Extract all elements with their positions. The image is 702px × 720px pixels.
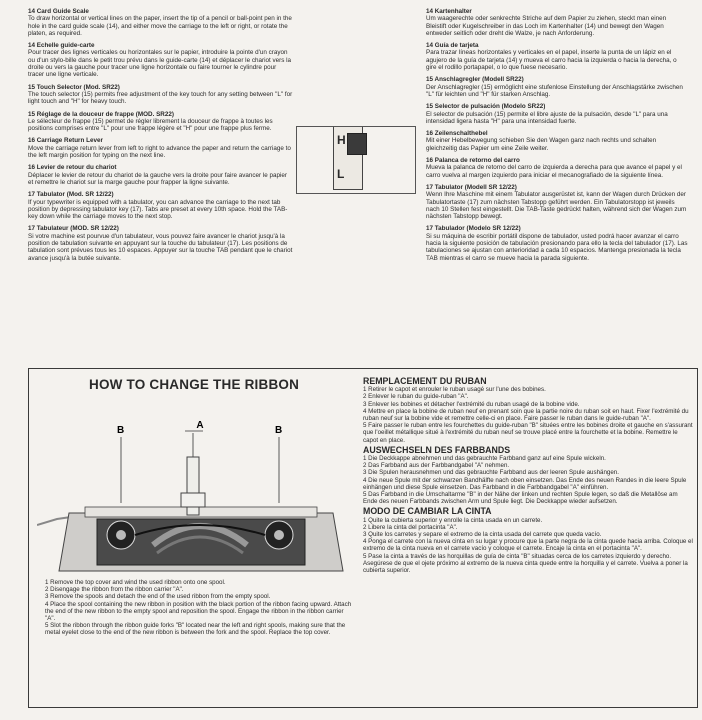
- right-section-heading: 15 Anschlagregler (Modell SR22): [426, 76, 524, 84]
- left-section: [28, 137, 293, 159]
- right-section-text: Para trazar líneas horizontales y verticales en el papel, inserte la punta de un lápiz en el agujero de la guía de tarjeta (14) y mueva el carro hacia la izquierda o hacia la derecha, o gire el rodillo portapapel, o lo que fuese necesario.: [426, 49, 677, 72]
- translation-heading: MODO DE CAMBIAR LA CINTA: [363, 506, 492, 517]
- label-b-right: B: [275, 425, 283, 436]
- right-section-text: Der Anschlagregler (15) ermöglicht eine stufenlose Einstellung der Anschlagstärke zwischen "L" für leichten und "H" für starken Anschlag.: [426, 83, 683, 98]
- translation-step: 2 Libere la cinta del portacinta "A".: [363, 523, 458, 531]
- left-section-text: To draw horizontal or vertical lines on the paper, insert the tip of a pencil or ball-point pen in the hole in the card guide scale (14), and either move the carriage to the left or right, or rotate the platen, as required.: [28, 15, 292, 37]
- selector-label-h: H: [337, 133, 346, 147]
- left-section: [28, 84, 293, 106]
- translation-step: 1 Die Deckkappe abnehmen und das gebrauchte Farbband ganz auf eine Spule wickeln.: [363, 455, 606, 463]
- left-spool-hub: [116, 530, 126, 540]
- left-section-text: Pour tracer des lignes verticales ou horizontales sur le papier, introduire la pointe d'un crayon ou d'un stylo-bille dans le petit trou prévu dans le guide-carte (14) et déplacer le chariot vers la droite ou vers la gauche pour tracer une ligne horizontale ou faire tourner le cylindre pour tracer une ligne verticale.: [28, 49, 292, 79]
- translation-step: 4 Mettre en place la bobine de ruban neuf en prenant soin que la partie noire du ruban soit en haut. Fixer l'extrémité du ruban neuf sur la bobine vide et remettre celle-ci en place. Faire passer le ruban dans le guide-ruban "A".: [363, 407, 689, 423]
- right-section: [426, 103, 688, 125]
- left-instructions: [28, 8, 293, 267]
- left-section: [28, 8, 293, 37]
- left-section-text: Déplacer le levier de retour du chariot de la gauche vers la droite pour faire avancer le papier et remettre le chariot sur la marge gauche pour frapper la ligne suivante.: [28, 171, 288, 186]
- right-section-heading: 14 Guía de tarjeta: [426, 42, 479, 50]
- ribbon-carrier-head: [181, 493, 205, 507]
- right-section: [426, 130, 688, 152]
- left-section-heading: 16 Carriage Return Lever: [28, 137, 103, 145]
- right-section: [426, 184, 688, 220]
- right-section: [426, 76, 688, 98]
- left-section: [28, 225, 293, 261]
- left-section-heading: 16 Levier de retour du chariot: [28, 164, 117, 172]
- left-section: [28, 42, 293, 78]
- right-section: [426, 225, 688, 261]
- touch-selector-figure: [296, 126, 416, 194]
- right-spool-hub: [274, 530, 284, 540]
- translation-step: 5 Das Farbband in die Umschaltarme "B" in der Nähe der linken und rechten Spule legen, so daß die Metallöse am Ende des neuen Farbbands zwischen Arm und Spule liegt. Die Deckkappe wieder aufsetzen.: [363, 491, 678, 506]
- left-section-text: Le sélecteur de frappe (15) permet de régler librement la douceur de frappe à toutes les positions comprises entre "L" pour une frappe légère et "H" pour une frappe plus ferme.: [28, 117, 273, 133]
- translation-step: 3 Quite los carretes y separe el extremo de la cinta usada del carrete que queda vacío.: [363, 531, 602, 539]
- right-section-heading: 14 Kartenhalter: [426, 8, 472, 15]
- ribbon-step: 5 Slot the ribbon through the ribbon guide forks "B" located near the left and right spools, making sure that the metal eyelet close to the end of the new ribbon is between the fork and the spool. Replace the top cover.: [45, 622, 346, 637]
- translation-heading: AUSWECHSELN DES FARBBANDS: [363, 444, 511, 455]
- right-section-heading: 16 Zeilenschalthebel: [426, 130, 488, 138]
- left-section-text: Si votre machine est pourvue d'un tabulateur, vous pouvez faire avancer le chariot jusqu'à la position de tabulation suivante en appuyant sur la touche du tabulateur (17). Les positions de tabulation sont prévues tous les 10 espaces. Appuyer sur la touche TAB pendant que le chariot avance jusqu'à la butée suivante.: [28, 232, 293, 262]
- ribbon-panel: [28, 368, 698, 708]
- left-section: [28, 191, 293, 220]
- ribbon-step: 3 Remove the spools and detach the end of the used ribbon from the empty spool.: [45, 593, 271, 601]
- left-section-text: The touch selector (15) permits free adjustment of the key touch for any setting between "L" for light touch and "H" for heavy touch.: [28, 90, 293, 106]
- label-b-left: B: [117, 425, 125, 436]
- ribbon-step: 2 Disengage the ribbon from the ribbon carrier "A".: [45, 586, 184, 594]
- label-a: A: [196, 420, 204, 431]
- left-section-text: Move the carriage return lever from left to right to advance the paper and return the carriage to the left margin position for typing on the next line.: [28, 144, 291, 160]
- right-section-heading: 17 Tabulator (Modell SR 12/22): [426, 183, 517, 191]
- left-section: [28, 164, 293, 186]
- right-section: [426, 42, 688, 71]
- right-section-heading: 16 Palanca de retorno del carro: [426, 157, 520, 165]
- translation-step: 4 Die neue Spule mit der schwarzen Bandhälfte nach oben einsetzen. Das Ende des neuen Randes in die leere Spule einhängen und diese Spule einsetzen. Das Farbband in die Farbbandgabel "A" einführen.: [363, 476, 687, 491]
- right-section-text: Mueva la palanca de retorno del carro de izquierda a derecha para que avance el papel y el carro vuelva al margen izquierdo para iniciar el mecanografiado de la siguiente línea.: [426, 164, 682, 179]
- translation-step: 5 Pase la cinta a través de las horquillas de guía de cinta "B" situadas cerca de los carretes izquierdo y derecho. Asegúrese de que el ojete próximo al extremo de la nueva cinta quede entre la horquilla y el carrete. Vuelva a poner la cubierta superior.: [363, 552, 688, 575]
- carriage: [85, 507, 317, 517]
- right-section-text: El selector de pulsación (15) permite el libre ajuste de la pulsación, desde "L" para una intensidad ligera hasta "H" para una intensidad fuerte.: [426, 110, 668, 125]
- translation-step: 5 Faire passer le ruban entre les fourchettes du guide-ruban "B" situées entre les bobines droite et gauche en s'assurant que l'oeillet métallique situé à l'extrémité du ruban neuf se trouve placé entre la fourchette et la bobine. Remettre le capot en place.: [363, 422, 693, 444]
- left-section-text: If your typewriter is equipped with a tabulator, you can advance the carriage to the next tab position by depressing tabulator key (17). Tabs are preset at every 10th space. Hold the TAB-key down while the carriage moves to the next stop.: [28, 198, 288, 221]
- left-section: [28, 111, 293, 133]
- selector-label-l: L: [337, 167, 345, 181]
- ribbon-translations: [363, 375, 693, 574]
- left-section-heading: 15 Touch Selector (Mod. SR22): [28, 83, 120, 91]
- left-section-heading: 15 Réglage de la douceur de frappe (MOD. SR22): [28, 110, 174, 118]
- right-section-text: Si su máquina de escribir portátil dispone de tabulador, usted podrá hacer avanzar el carro hacia la siguiente posición de tabulación presionando para ello la tecla del tabulador (17). Las tabulaciones se ajustan con anterioridad a cada 10 espacios. Mantenga presionada la tecla TAB mientras el carro se mueve hacia la parada siguiente.: [426, 232, 688, 262]
- right-section: [426, 8, 688, 37]
- ribbon-title: HOW TO CHANGE THE RIBBON: [89, 377, 300, 392]
- translation-step: 1 Retirer le capot et enrouler le ruban usagé sur l'une des bobines.: [363, 386, 546, 394]
- ribbon-step: 4 Place the spool containing the new ribbon in position with the black portion of the ribbon facing upward. Attach the end of the new ribbon to the empty spool and reposition the spool. Engage the ribbon in the ribbon carrier "A".: [45, 600, 352, 623]
- right-section-heading: 15 Selector de pulsación (Modelo SR22): [426, 103, 546, 111]
- right-section-text: Um waagerechte oder senkrechte Striche auf dem Papier zu ziehen, steckt man einen Bleistift oder Kugelschreiber in das Loch im Kartenhalter (14) und bewegt den Wagen entweder seitlich oder dreht die Walze, je nach Anforderung.: [426, 15, 667, 37]
- left-section-heading: 17 Tabulator (Mod. SR 12/22): [28, 191, 114, 199]
- left-section-heading: 14 Card Guide Scale: [28, 8, 89, 15]
- right-instructions: [426, 8, 688, 267]
- selector-knob: [347, 133, 367, 155]
- translation-step: 2 Enlever le ruban du guide-ruban "A".: [363, 393, 469, 401]
- translation-heading: REMPLACEMENT DU RUBAN: [363, 376, 487, 386]
- translation-step: 4 Ponga el carrete con la nueva cinta en su lugar y procure que la parte negra de la cinta quede hacia arriba. Coloque el extremo de la cinta nueva en el carrete vacío y coloque el carrete. Encaje la cinta en el portacinta "A".: [363, 538, 693, 553]
- right-section-text: Mit einer Hebelbewegung schieben Sie den Wagen ganz nach rechts und schalten gleichzeitig das Papier um eine Zeile weiter.: [426, 137, 657, 152]
- translation-step: 3 Die Spulen herausnehmen und das gebrauchte Farbband aus der leeren Spule aushängen.: [363, 469, 619, 477]
- ribbon-step: 1 Remove the top cover and wind the used ribbon onto one spool.: [45, 579, 226, 586]
- typewriter-diagram: [37, 395, 357, 577]
- right-section: [426, 157, 688, 179]
- right-section-heading: 17 Tabulador (Modelo SR 12/22): [426, 225, 521, 233]
- translation-step: 3 Enlever les bobines et détacher l'extrémité du ruban usagé de la bobine vide.: [363, 400, 580, 408]
- translation-step: 1 Quite la cubierta superior y enrolle la cinta usada en un carrete.: [363, 516, 543, 524]
- power-cable: [37, 517, 71, 525]
- left-section-heading: 14 Echelle guide-carte: [28, 42, 95, 50]
- ribbon-steps-english: [45, 579, 355, 637]
- left-section-heading: 17 Tabulateur (MOD. SR 12/22): [28, 225, 119, 233]
- right-section-text: Wenn Ihre Maschine mit einem Tabulator ausgerüstet ist, kann der Wagen durch Drücken der Tabulatortaste (17) zum nächsten Tabstopp geführt werden. Ein Tabulatorstopp ist jeweils nach 10 Stellen fest eingestellt. Die TAB-Taste gedrückt halten, während sich der Wagen zum nächsten Tabstopp bewegt.: [426, 191, 687, 221]
- translation-step: 2 Das Farbband aus der Farbbandgabel "A" nehmen.: [363, 462, 510, 470]
